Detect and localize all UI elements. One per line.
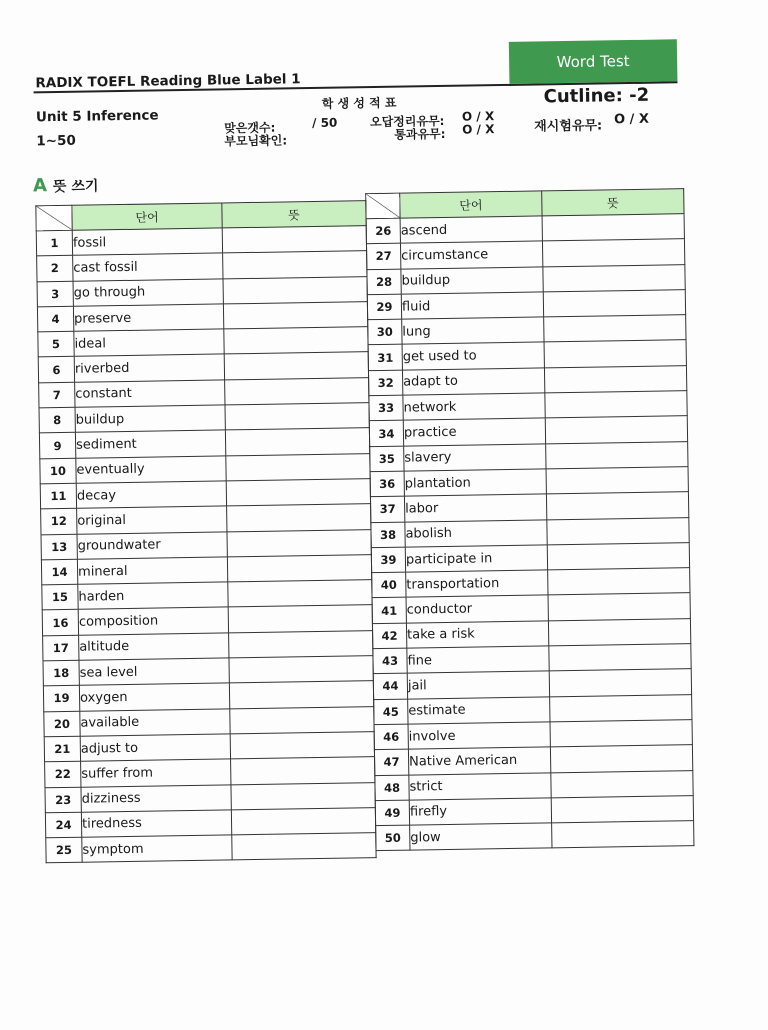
word-cell: cast fossil (73, 253, 223, 281)
meaning-cell[interactable] (550, 720, 692, 748)
row-number: 1 (36, 230, 72, 256)
row-number: 14 (41, 559, 77, 585)
row-number: 49 (375, 800, 409, 826)
word-cell: get used to (402, 342, 544, 370)
word-range: 1~50 (36, 132, 76, 150)
row-number: 48 (375, 775, 409, 801)
meaning-cell[interactable] (223, 276, 367, 304)
table-row (46, 833, 376, 863)
row-number: 27 (366, 243, 400, 269)
meaning-cell[interactable] (224, 327, 368, 355)
word-cell: buildup (75, 405, 225, 433)
section-title: 뜻 쓰기 (52, 178, 99, 196)
word-cell: oxygen (79, 683, 229, 711)
score-field: / 50 (311, 115, 338, 131)
word-cell: jail (407, 671, 549, 699)
meaning-cell[interactable] (547, 517, 689, 545)
row-number: 25 (46, 837, 82, 863)
meaning-cell[interactable] (230, 732, 374, 760)
meaning-cell[interactable] (542, 214, 684, 242)
meaning-cell[interactable] (545, 416, 687, 444)
row-number: 44 (373, 673, 407, 699)
meaning-cell[interactable] (225, 403, 369, 431)
meaning-cell[interactable] (223, 302, 367, 330)
meaning-cell[interactable] (226, 479, 370, 507)
word-cell: fossil (72, 228, 222, 256)
word-cell: riverbed (74, 354, 224, 382)
section-heading (33, 174, 99, 196)
report-card-title: 학 생 성 적 표 (321, 95, 397, 111)
cutline: Cutline: -2 (543, 84, 650, 108)
meaning-cell[interactable] (226, 453, 370, 481)
unit-title: Unit 5 Inference (35, 107, 159, 126)
word-cell: fluid (401, 292, 543, 320)
meaning-cell[interactable] (231, 782, 375, 810)
row-number: 17 (43, 635, 79, 661)
meaning-cell[interactable] (231, 757, 375, 785)
word-cell: ascend (400, 216, 542, 244)
word-cell: firefly (409, 798, 551, 826)
meaning-cell[interactable] (231, 807, 375, 835)
review-value: O / X (461, 109, 495, 124)
row-number: 4 (37, 306, 73, 332)
meaning-cell[interactable] (544, 315, 686, 343)
row-number: 35 (370, 446, 404, 472)
row-number: 45 (374, 699, 408, 725)
parent-check-label: 부모님확인: (224, 133, 288, 149)
word-cell: tiredness (81, 810, 231, 838)
row-number: 18 (43, 660, 79, 686)
meaning-cell[interactable] (551, 770, 693, 798)
row-number: 9 (39, 433, 75, 459)
row-number: 42 (372, 623, 406, 649)
row-number: 19 (43, 686, 79, 712)
word-cell: buildup (401, 267, 543, 295)
word-cell: go through (73, 279, 223, 307)
row-number: 6 (38, 357, 74, 383)
meaning-cell[interactable] (548, 618, 690, 646)
meaning-cell[interactable] (227, 504, 371, 532)
word-cell: composition (78, 607, 228, 635)
row-number: 41 (372, 598, 406, 624)
meaning-cell[interactable] (548, 568, 690, 596)
row-number: 11 (40, 483, 76, 509)
meaning-cell[interactable] (232, 833, 376, 861)
meaning-cell[interactable] (552, 821, 694, 849)
word-cell: abolish (405, 519, 547, 547)
meaning-cell[interactable] (549, 669, 691, 697)
row-number: 16 (42, 610, 78, 636)
row-number: 7 (39, 382, 75, 408)
word-cell: participate in (405, 545, 547, 573)
meaning-cell[interactable] (229, 656, 373, 684)
meaning-cell[interactable] (227, 555, 371, 583)
review-label: 오답정리유무: (369, 113, 445, 130)
column-header-meaning: 뜻 (222, 201, 366, 228)
row-number: 2 (37, 256, 73, 282)
meaning-cell[interactable] (547, 543, 689, 571)
word-cell: take a risk (406, 621, 548, 649)
row-number: 46 (374, 724, 408, 750)
word-cell: adapt to (402, 368, 544, 396)
row-number: 30 (368, 319, 402, 345)
word-cell: plantation (404, 469, 546, 497)
word-cell: practice (403, 418, 545, 446)
word-cell: altitude (79, 633, 229, 661)
word-cell: network (403, 393, 545, 421)
row-number: 50 (376, 825, 410, 851)
row-number: 26 (366, 218, 400, 244)
row-number: 12 (41, 509, 77, 535)
meaning-cell[interactable] (229, 630, 373, 658)
word-cell: ideal (74, 329, 224, 357)
meaning-cell[interactable] (225, 428, 369, 456)
word-cell: circumstance (400, 241, 542, 269)
row-number: 23 (45, 787, 81, 813)
word-cell: labor (404, 494, 546, 522)
word-cell: sea level (79, 658, 229, 686)
corner-cell (366, 193, 400, 219)
pass-value: O / X (462, 122, 495, 137)
section-letter: A (32, 175, 48, 197)
row-number: 8 (39, 407, 75, 433)
meaning-cell[interactable] (542, 239, 684, 267)
word-cell: decay (76, 481, 226, 509)
meaning-cell[interactable] (222, 226, 366, 254)
row-number: 31 (368, 345, 402, 371)
word-cell: transportation (406, 570, 548, 598)
row-number: 13 (41, 534, 77, 560)
word-cell: estimate (408, 697, 550, 725)
meaning-cell[interactable] (550, 745, 692, 773)
word-cell: sediment (75, 430, 225, 458)
word-cell: eventually (76, 456, 226, 484)
word-cell: adjust to (80, 734, 230, 762)
meaning-cell[interactable] (546, 441, 688, 469)
corner-cell (36, 205, 72, 231)
column-header-word: 단어 (400, 191, 542, 218)
row-number: 38 (371, 522, 405, 548)
pass-label: 통과유무: (394, 126, 446, 142)
row-number: 24 (45, 812, 81, 838)
word-cell: suffer from (81, 759, 231, 787)
meaning-cell[interactable] (228, 580, 372, 608)
correct-count-label: 맞은갯수: (224, 120, 276, 136)
word-cell: harden (78, 582, 228, 610)
row-number: 29 (367, 294, 401, 320)
word-cell: available (80, 709, 230, 737)
word-cell: constant (75, 380, 225, 408)
word-cell: original (77, 506, 227, 534)
meaning-cell[interactable] (544, 340, 686, 368)
row-number: 34 (369, 420, 403, 446)
row-number: 47 (374, 749, 408, 775)
row-number: 40 (372, 572, 406, 598)
meaning-cell[interactable] (224, 352, 368, 380)
word-cell: conductor (406, 595, 548, 623)
meaning-cell[interactable] (550, 694, 692, 722)
row-number: 32 (368, 370, 402, 396)
row-number: 36 (370, 471, 404, 497)
column-header-meaning: 뜻 (542, 189, 684, 216)
meaning-cell[interactable] (225, 377, 369, 405)
meaning-cell[interactable] (543, 264, 685, 292)
row-number: 10 (40, 458, 76, 484)
row-number: 15 (42, 584, 78, 610)
row-number: 39 (371, 547, 405, 573)
row-number: 3 (37, 281, 73, 307)
row-number: 5 (38, 331, 74, 357)
retest-value: O / X (613, 111, 650, 128)
word-test-badge: Word Test (509, 39, 678, 84)
meaning-cell[interactable] (228, 605, 372, 633)
row-number: 43 (373, 648, 407, 674)
book-title: RADIX TOEFL Reading Blue Label 1 (35, 71, 301, 92)
word-cell: involve (408, 722, 550, 750)
table-row (376, 821, 694, 851)
word-table-left (35, 200, 376, 864)
meaning-cell[interactable] (543, 290, 685, 318)
word-cell: mineral (77, 557, 227, 585)
word-cell: symptom (82, 835, 232, 863)
row-number: 33 (369, 395, 403, 421)
word-cell: fine (407, 646, 549, 674)
meaning-cell[interactable] (545, 391, 687, 419)
row-number: 28 (367, 269, 401, 295)
meaning-cell[interactable] (546, 467, 688, 495)
meaning-cell[interactable] (230, 706, 374, 734)
word-cell: groundwater (77, 531, 227, 559)
word-cell: preserve (73, 304, 223, 332)
retest-label: 재시험유무: (534, 118, 603, 135)
word-cell: Native American (408, 747, 550, 775)
row-number: 20 (44, 711, 80, 737)
word-table-right (365, 188, 694, 851)
meaning-cell[interactable] (548, 593, 690, 621)
word-cell: glow (410, 823, 552, 851)
meaning-cell[interactable] (549, 644, 691, 672)
meaning-cell[interactable] (223, 251, 367, 279)
meaning-cell[interactable] (544, 365, 686, 393)
meaning-cell[interactable] (551, 795, 693, 823)
word-cell: strict (409, 772, 551, 800)
row-number: 21 (44, 736, 80, 762)
meaning-cell[interactable] (227, 529, 371, 557)
row-number: 22 (45, 761, 81, 787)
meaning-cell[interactable] (229, 681, 373, 709)
word-cell: slavery (404, 444, 546, 472)
row-number: 37 (370, 496, 404, 522)
meaning-cell[interactable] (546, 492, 688, 520)
column-header-word: 단어 (72, 203, 222, 230)
word-cell: dizziness (81, 784, 231, 812)
word-cell: lung (402, 317, 544, 345)
